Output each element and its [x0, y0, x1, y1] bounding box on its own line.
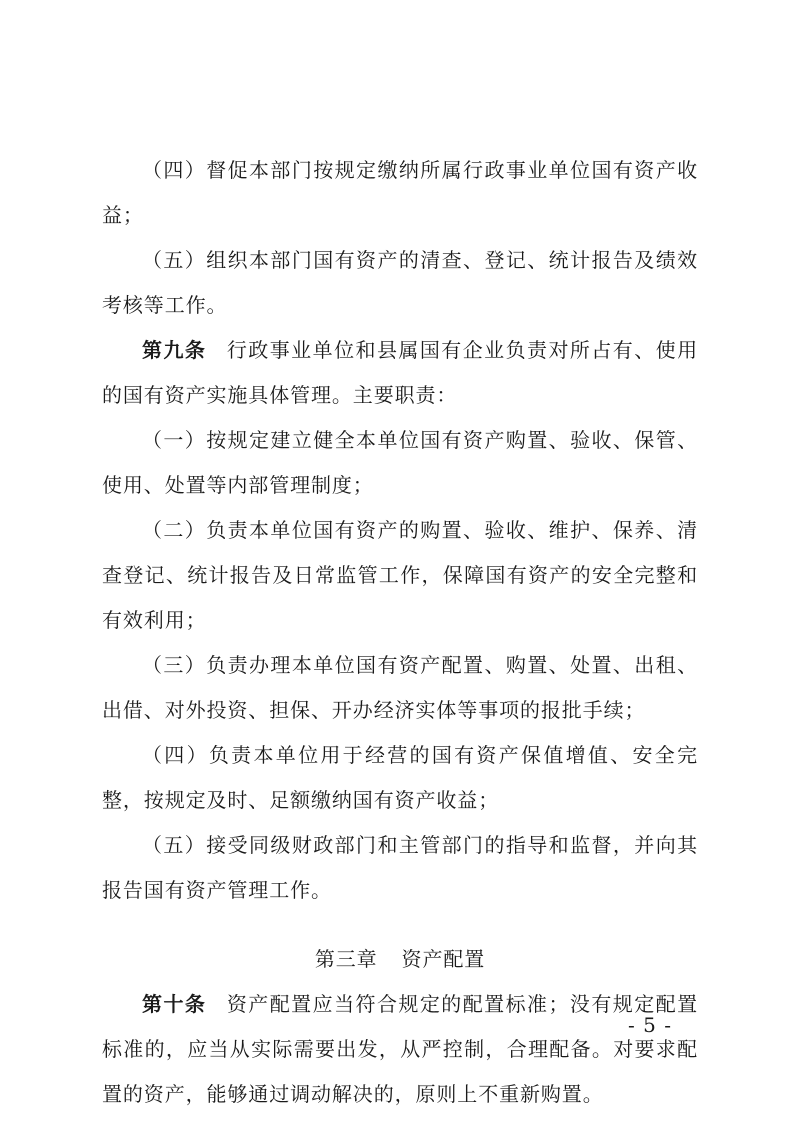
article-10-heading: 第十条: [142, 992, 207, 1016]
document-body: [102, 148, 698, 1117]
chapter-number: 第三章: [314, 947, 378, 971]
paragraph-item-5: （五）组织本部门国有资产的清查、登记、统计报告及绩效考核等工作。: [102, 248, 698, 317]
chapter-heading: [102, 937, 698, 982]
paragraph-item-4: （四）督促本部门按规定缴纳所属行政事业单位国有资产收益；: [102, 158, 698, 227]
article-9: [102, 328, 698, 418]
article-10: [102, 982, 698, 1117]
article-9-text: 行政事业单位和县属国有企业负责对所占有、使用的国有资产实施具体管理。主要职责：: [102, 338, 698, 407]
article-9-item-2: （二）负责本单位国有资产的购置、验收、维护、保养、清查登记、统计报告及日常监管工作，保障国有资产的安全完整和有效利用；: [102, 518, 698, 632]
page-number: - 5 -: [628, 1013, 672, 1037]
article-9-item-1: （一）按规定建立健全本单位国有资产购置、验收、保管、使用、处置等内部管理制度；: [102, 428, 698, 497]
article-9-item-5: （五）接受同级财政部门和主管部门的指导和监督，并向其报告国有资产管理工作。: [102, 833, 698, 902]
chapter-title: 资产配置: [401, 947, 486, 971]
article-9-heading: 第九条: [142, 338, 207, 362]
article-9-item-4: （四）负责本单位用于经营的国有资产保值增值、安全完整，按规定及时、足额缴纳国有资产收益；: [102, 743, 698, 812]
article-9-item-3: （三）负责办理本单位国有资产配置、购置、处置、出租、出借、对外投资、担保、开办经济实体等事项的报批手续；: [102, 653, 698, 722]
article-10-text: 资产配置应当符合规定的配置标准；没有规定配置标准的，应当从实际需要出发，从严控制，合理配备。对要求配置的资产，能够通过调动解决的，原则上不重新购置。: [102, 992, 698, 1106]
